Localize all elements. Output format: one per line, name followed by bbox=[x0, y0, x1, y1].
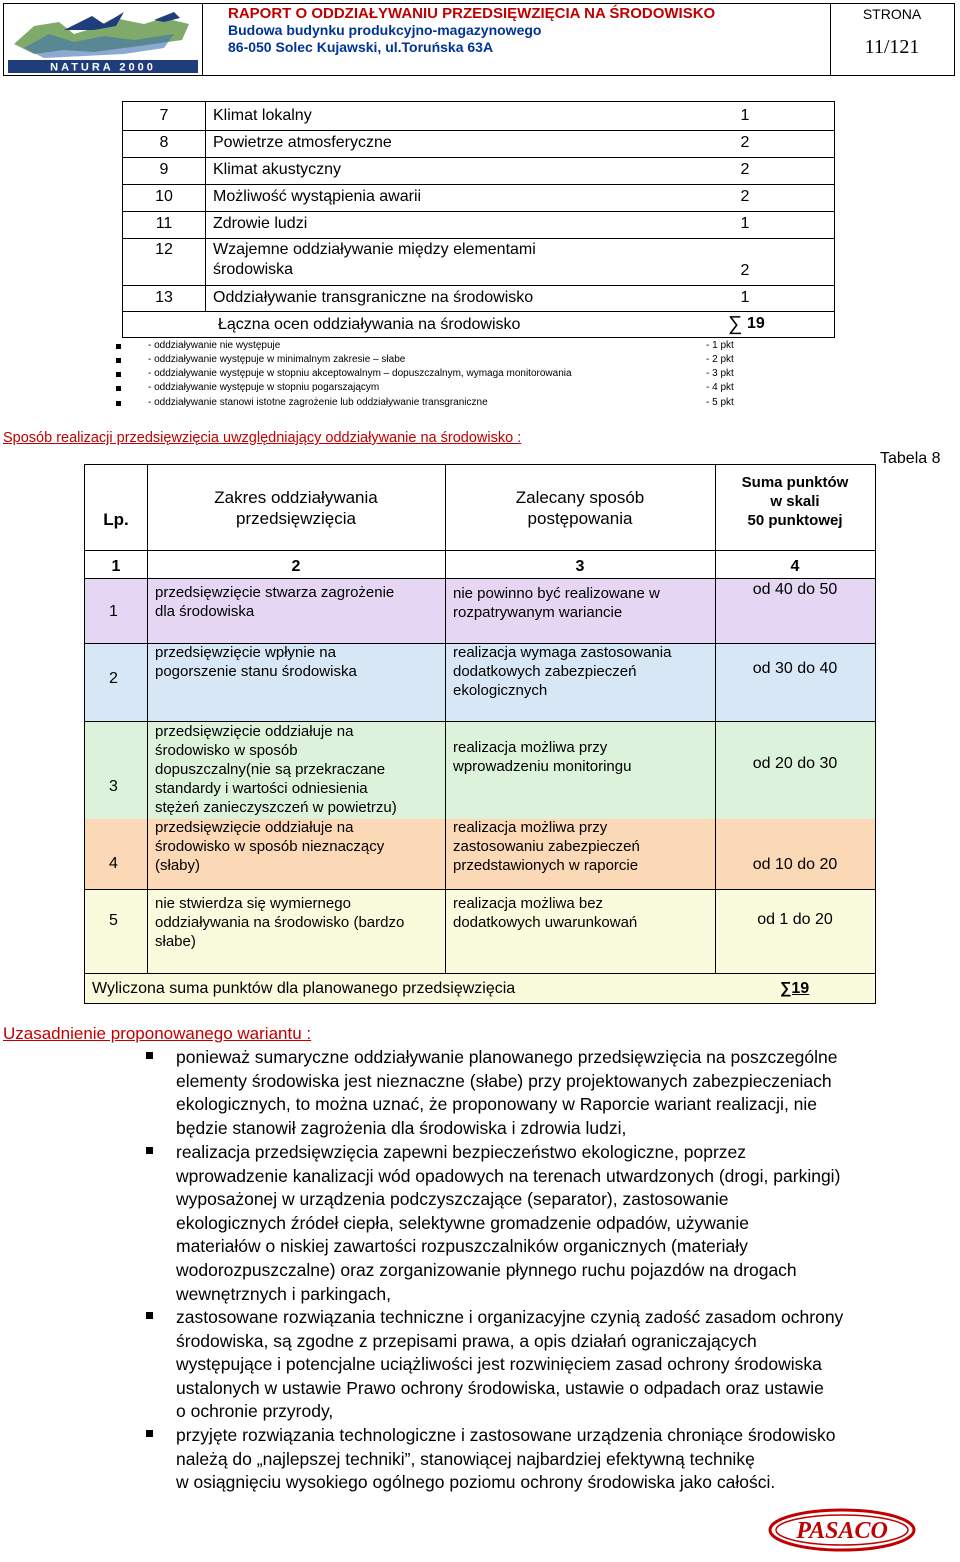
legend-points: - 2 pkt bbox=[706, 354, 734, 365]
row-text-line: standardy i wartości odniesienia bbox=[155, 780, 368, 797]
header-zalecany-line: Zalecany sposób bbox=[515, 488, 645, 507]
row-text-line: zastosowaniu zabezpieczeń bbox=[453, 838, 640, 855]
row-text-line: środowisko w sposób bbox=[155, 742, 298, 759]
row-number: 7 bbox=[159, 107, 169, 124]
text-line: będzie stanowił zagrożenia dla środowiska i zdrowia ludzi, bbox=[176, 1117, 627, 1138]
row-zalecany bbox=[453, 584, 713, 622]
row-divider bbox=[85, 643, 875, 644]
natura-2000-logo bbox=[4, 4, 203, 75]
table-row bbox=[123, 130, 834, 158]
row-name: Klimat lokalny bbox=[213, 107, 312, 124]
column-number: 4 bbox=[790, 558, 800, 575]
header-suma-line: 50 punktowej bbox=[747, 512, 843, 529]
row-text-line: przedstawionych w raporcie bbox=[453, 857, 639, 874]
row-text-line: przedsięwzięcie stwarza zagrożenie bbox=[155, 584, 395, 601]
text-line: w osiągnięciu wysokiego ogólnego poziomu ochrony środowiska jako całości. bbox=[176, 1472, 776, 1493]
justification-item bbox=[176, 1141, 958, 1306]
row-name: Oddziaływanie transgraniczne na środowisko bbox=[213, 289, 534, 306]
bullet-icon bbox=[146, 1312, 153, 1319]
section-heading: Sposób realizacji przedsięwzięcia uwzględniający oddziaływanie na środowisko : bbox=[3, 430, 522, 446]
row-text-line: słabe) bbox=[155, 933, 196, 950]
legend-text: - oddziaływanie występuje w minimalnym zakresie – słabe bbox=[148, 354, 406, 365]
logo-text: NATURA 2000 bbox=[50, 61, 156, 74]
column-number: 2 bbox=[291, 558, 301, 575]
row-text-line: dodatkowych uwarunkowań bbox=[453, 914, 638, 931]
text-line: ekologicznych, to można uznać, że proponowany w Raporcie wariant realizacji, nie bbox=[176, 1094, 818, 1115]
header-lp-text: Lp. bbox=[103, 510, 129, 529]
page-header bbox=[3, 3, 955, 76]
bullet-icon bbox=[116, 344, 121, 349]
header-zakres-line: Zakres oddziaływania bbox=[214, 488, 378, 507]
legend-text: - oddziaływanie stanowi istotne zagrożenie lub oddziaływanie transgraniczne bbox=[148, 397, 488, 408]
row-divider bbox=[85, 721, 875, 722]
justification-item bbox=[176, 1046, 958, 1140]
row-text-line: przedsięwzięcie oddziałuje na bbox=[155, 819, 354, 836]
row-zalecany bbox=[453, 738, 713, 776]
row-text-line: dopuszczalny(nie są przekraczane bbox=[155, 761, 386, 778]
row-number: 13 bbox=[155, 289, 173, 306]
table-row bbox=[85, 721, 875, 819]
bullet-icon bbox=[146, 1430, 153, 1437]
row-punkty: od 1 do 20 bbox=[757, 911, 833, 928]
text-line: zastosowane rozwiązania techniczne i organizacyjne czynią zadość zasadom ochrony bbox=[176, 1307, 844, 1327]
page-label: STRONA bbox=[862, 6, 922, 22]
row-divider bbox=[85, 973, 875, 974]
report-title: RAPORT O ODDZIAŁYWANIU PRZEDSIĘWZIĘCIA NA ŚRODOWISKO bbox=[228, 5, 716, 22]
table-label: Tabela 8 bbox=[880, 450, 941, 467]
total-label: Łączna ocen oddziaływania na środowisko bbox=[218, 316, 521, 333]
text-line: ponieważ sumaryczne oddziaływanie planowanego przedsięwzięcia na poszczególne bbox=[176, 1047, 838, 1067]
header-suma-line: w skali bbox=[770, 493, 820, 510]
row-text-line: dodatkowych zabezpieczeń bbox=[453, 663, 637, 680]
row-value: 1 bbox=[740, 215, 750, 232]
legend-text: - oddziaływanie występuje w stopniu akceptowalnym – dopuszczalnym, wymaga monitorowania bbox=[148, 368, 572, 379]
legend-points: - 4 pkt bbox=[706, 382, 734, 393]
table-row bbox=[85, 643, 875, 721]
row-text-line: pogorszenie stanu środowiska bbox=[155, 663, 357, 680]
header-zakres-line: przedsięwzięcia bbox=[236, 509, 356, 528]
table-row bbox=[123, 211, 834, 239]
row-name: Wzajemne oddziaływanie między elementami bbox=[213, 241, 536, 258]
table-row bbox=[123, 238, 834, 286]
text-line: wodorozpuszczalne) oraz zorganizowanie płynnego ruchu pojazdów na drogach bbox=[176, 1259, 797, 1280]
row-value: 2 bbox=[740, 161, 750, 178]
text-line: realizacja przedsięwzięcia zapewni bezpieczeństwo ekologiczne, poprzez bbox=[176, 1142, 747, 1162]
row-text-line: ekologicznych bbox=[453, 682, 548, 699]
text-line: występujące i potencjalne uciążliwości jest rozwinięciem zasad ochrony środowiska bbox=[176, 1354, 822, 1375]
row-name-continued: środowiska bbox=[213, 261, 294, 278]
row-name: Możliwość wystąpienia awarii bbox=[213, 188, 422, 205]
text-line: środowiska, są zgodne z przepisami prawa, a opis działań ograniczających bbox=[176, 1330, 757, 1351]
legend-text: - oddziaływanie nie występuje bbox=[148, 340, 281, 351]
row-text-line: nie stwierdza się wymiernego bbox=[155, 895, 351, 912]
row-name: Klimat akustyczny bbox=[213, 161, 342, 178]
row-lp: 4 bbox=[109, 855, 118, 872]
row-text-line: stężeń zanieczyszczeń w powietrzu) bbox=[155, 799, 397, 816]
row-value: 1 bbox=[740, 107, 750, 124]
column-number: 3 bbox=[575, 558, 585, 575]
row-text-line: dla środowiska bbox=[155, 603, 255, 620]
header-suma-line: Suma punktów bbox=[741, 474, 849, 491]
impact-table bbox=[122, 101, 835, 338]
row-text-line: środowisko w sposób nieznaczący bbox=[155, 838, 385, 855]
row-number: 9 bbox=[159, 161, 169, 178]
row-divider bbox=[85, 578, 875, 579]
text-line: o ochronie przyrody, bbox=[176, 1401, 334, 1422]
bullet-icon bbox=[116, 358, 121, 363]
row-zakres bbox=[155, 643, 440, 681]
text-line: wprowadzenie kanalizacji wód opadowych na terenach utwardzonych (drogi, parkingi) bbox=[176, 1165, 841, 1186]
text-line: materiałów o niskiej zawartości rozpuszczalników organicznych (materiały bbox=[176, 1236, 748, 1257]
row-text-line: realizacja możliwa przy bbox=[453, 739, 608, 756]
legend-points: - 5 pkt bbox=[706, 397, 734, 408]
row-lp: 3 bbox=[109, 778, 118, 795]
justification-heading: Uzasadnienie proponowanego wariantu : bbox=[3, 1024, 312, 1043]
row-value: 2 bbox=[740, 188, 750, 205]
row-punkty: od 30 do 40 bbox=[752, 660, 838, 677]
legend-text: - oddziaływanie występuje w stopniu pogarszającym bbox=[148, 382, 380, 393]
table-row bbox=[85, 578, 875, 643]
legend-points: - 1 pkt bbox=[706, 340, 734, 351]
pasaco-logo-text: PASACO bbox=[796, 1518, 888, 1544]
row-text-line: przedsięwzięcie wpłynie na bbox=[155, 644, 336, 661]
row-zakres bbox=[155, 583, 440, 621]
header-suma bbox=[715, 465, 875, 550]
table-row bbox=[123, 184, 834, 212]
row-text-line: realizacja wymaga zastosowania bbox=[453, 644, 672, 661]
row-number: 8 bbox=[159, 134, 169, 151]
text-line: wyposażonej w urządzenia podczyszczające (separator), zastosowanie bbox=[176, 1189, 729, 1210]
bullet-icon bbox=[146, 1052, 153, 1059]
justification-item bbox=[176, 1424, 958, 1495]
text-line: przyjęte rozwiązania technologiczne i zastosowane urządzenia chroniące środowisko bbox=[176, 1425, 836, 1445]
row-punkty: od 40 do 50 bbox=[752, 581, 838, 598]
row-text-line: rozpatrywanym wariancie bbox=[453, 604, 623, 621]
row-value: 1 bbox=[740, 289, 750, 306]
column-divider bbox=[715, 465, 716, 973]
table-row bbox=[85, 889, 875, 973]
text-line: ekologicznych źródeł ciepła, selektywne gromadzenie odpadów, używanie bbox=[176, 1212, 749, 1233]
page-number-block bbox=[830, 4, 954, 75]
row-name: Zdrowie ludzi bbox=[213, 215, 308, 232]
column-divider bbox=[147, 465, 148, 973]
row-name: Powietrze atmosferyczne bbox=[213, 134, 392, 151]
row-zalecany bbox=[453, 894, 713, 932]
row-lp: 1 bbox=[109, 603, 118, 620]
table-row bbox=[123, 285, 834, 312]
pasaco-logo bbox=[768, 1508, 916, 1552]
header-zalecany bbox=[445, 465, 715, 550]
summary-label: Wyliczona suma punktów dla planowanego przedsięwzięcia bbox=[92, 980, 516, 997]
column-number: 1 bbox=[111, 558, 121, 575]
legend-points: - 3 pkt bbox=[706, 368, 734, 379]
text-line: ustalonych w ustawie Prawo ochrony środowiska, ustawie o odpadach oraz ustawie bbox=[176, 1377, 824, 1398]
row-value: 2 bbox=[740, 134, 750, 151]
row-lp: 2 bbox=[109, 670, 118, 687]
text-line: wewnętrznych i parkingach, bbox=[176, 1283, 391, 1304]
row-text-line: przedsięwzięcie oddziałuje na bbox=[155, 723, 354, 740]
bullet-icon bbox=[146, 1147, 153, 1154]
header-zakres bbox=[147, 465, 445, 550]
row-text-line: (słaby) bbox=[155, 857, 201, 874]
text-line: elementy środowiska jest nieznaczne (słabe) przy projektowanych zabezpieczeniach bbox=[176, 1070, 832, 1091]
row-number: 10 bbox=[155, 188, 173, 205]
pasaco-logo-icon bbox=[768, 1508, 916, 1552]
project-name: Budowa budynku produkcyjno-magazynowego bbox=[228, 22, 542, 38]
column-divider bbox=[205, 102, 206, 311]
page-number: 11/121 bbox=[864, 36, 920, 58]
project-address: 86-050 Solec Kujawski, ul.Toruńska 63A bbox=[228, 39, 494, 55]
row-divider bbox=[85, 550, 875, 551]
row-zalecany bbox=[453, 643, 713, 700]
text-line: należą do „najlepszej techniki”, stanowiącej najbardziej efektywną technikę bbox=[176, 1448, 755, 1469]
bullet-icon bbox=[116, 386, 121, 391]
row-punkty: od 10 do 20 bbox=[752, 856, 838, 873]
row-number: 12 bbox=[155, 241, 173, 258]
row-punkty: od 20 do 30 bbox=[752, 755, 838, 772]
row-text-line: nie powinno być realizowane w bbox=[453, 585, 660, 602]
bird-map-icon bbox=[4, 4, 202, 75]
row-zakres bbox=[155, 722, 440, 817]
summary-row bbox=[85, 973, 875, 1003]
row-zalecany bbox=[453, 818, 713, 875]
row-zakres bbox=[155, 894, 440, 951]
row-text-line: oddziaływania na środowisko (bardzo bbox=[155, 914, 405, 931]
row-zakres bbox=[155, 818, 440, 875]
row-text-line: wprowadzeniu monitoringu bbox=[453, 758, 632, 775]
total-row bbox=[123, 311, 834, 337]
row-divider bbox=[85, 889, 875, 890]
total-value: 19 bbox=[747, 315, 765, 332]
header-title-block bbox=[202, 4, 831, 75]
bullet-icon bbox=[116, 401, 121, 406]
header-lp bbox=[85, 465, 147, 550]
table-row bbox=[123, 157, 834, 185]
table-row bbox=[85, 819, 875, 889]
column-divider bbox=[445, 465, 446, 973]
sum-icon: ∑ bbox=[728, 313, 743, 335]
bullet-icon bbox=[116, 372, 121, 377]
row-lp: 5 bbox=[109, 912, 118, 929]
row-value: 2 bbox=[740, 262, 750, 279]
realization-table bbox=[84, 464, 876, 1004]
row-text-line: realizacja możliwa przy bbox=[453, 819, 608, 836]
row-number: 11 bbox=[155, 215, 173, 232]
summary-value: ∑19 bbox=[780, 980, 810, 997]
header-zalecany-line: postępowania bbox=[527, 509, 633, 528]
row-text-line: realizacja możliwa bez bbox=[453, 895, 604, 912]
table-row bbox=[123, 102, 834, 131]
justification-item bbox=[176, 1306, 958, 1424]
